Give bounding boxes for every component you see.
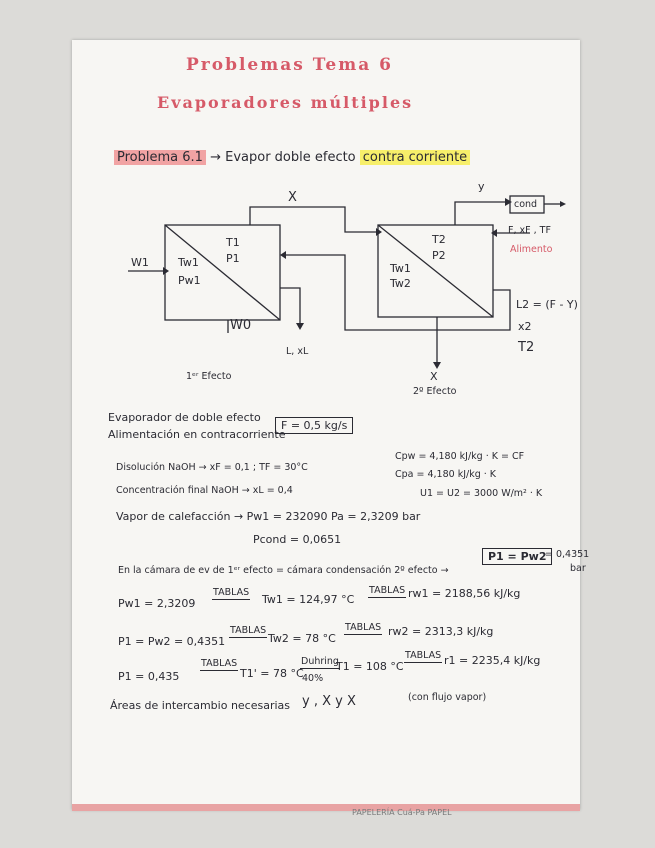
row1-tablas: TABLAS: [213, 587, 250, 598]
row3-c: T1 = 108 °C: [336, 660, 404, 673]
row2-tablas: TABLAS: [230, 625, 267, 636]
statement-pcond: Pcond = 0,0651: [253, 533, 342, 546]
statement-cpw: Cpw = 4,180 kJ/kg · K = CF: [395, 451, 525, 462]
row3-pct: 40%: [302, 673, 324, 684]
diagram-tw1: Tw1: [178, 256, 199, 269]
statement-p1pw2: P1 = Pw2: [482, 548, 552, 565]
row3-tablas2: TABLAS: [405, 650, 442, 661]
statement-feed-value: F = 0,5 kg/s: [275, 417, 353, 434]
page-subtitle: Evaporadores múltiples: [157, 93, 414, 112]
statement-cpa: Cpa = 4,180 kJ/kg · K: [395, 469, 497, 480]
diagram-tw2: Tw2: [390, 277, 411, 290]
row2-b: Tw2 = 78 °C: [268, 632, 336, 645]
row3-d: r1 = 2235,4 kJ/kg: [444, 654, 541, 667]
diagram-pw1: Pw1: [178, 274, 201, 287]
diagram-y-top: y: [478, 180, 485, 193]
diagram-t1: T1: [226, 236, 240, 249]
row3-duhring: Duhring: [301, 656, 339, 667]
diagram-cond: cond: [514, 199, 538, 210]
row1-c: rw1 = 2188,56 kJ/kg: [408, 587, 521, 600]
problem-label: Problema 6.1: [114, 150, 206, 165]
areas-note: (con flujo vapor): [408, 692, 487, 703]
diagram-x-top: X: [288, 190, 297, 205]
problem-highlight: contra corriente: [360, 150, 470, 165]
row2-tablas2: TABLAS: [345, 622, 382, 633]
diagram-x2: x2: [518, 320, 532, 333]
diagram-l2: L2 = (F - Y): [516, 298, 578, 311]
diagram-p1: P1: [226, 252, 240, 265]
diagram-lc: L, xL: [286, 346, 309, 357]
statement-dis: Disolución NaOH → xF = 0,1 ; TF = 30°C: [116, 462, 308, 473]
diagram-w1: W1: [131, 256, 149, 269]
row1-b: Tw1 = 124,97 °C: [262, 593, 355, 606]
problem-text: Evapor doble efecto: [225, 150, 356, 165]
statement-u: U1 = U2 = 3000 W/m² · K: [420, 488, 543, 499]
diagram-t2: T2: [432, 233, 446, 246]
row3-b: T1' = 78 °C: [240, 667, 304, 680]
diagram-effect2: 2º Efecto: [413, 386, 457, 397]
diagram-p2: P2: [432, 249, 446, 262]
row1-a: Pw1 = 2,3209: [118, 597, 196, 610]
row3-a: P1 = 0,435: [118, 670, 180, 683]
statement-line1b: Alimentación en contracorriente: [108, 428, 286, 441]
statement-vapor: Vapor de calefacción → Pw1 = 232090 Pa = 2,3209 bar: [116, 510, 421, 523]
row2-a: P1 = Pw2 = 0,4351: [118, 635, 226, 648]
diagram-t2b: T2: [518, 340, 535, 355]
statement-conc: Concentración final NaOH → xL = 0,4: [116, 485, 293, 496]
statement-line1a: Evaporador de doble efecto: [108, 411, 261, 424]
statement-camara: En la cámara de ev de 1ᵉʳ efecto = cámara condensación 2º efecto →: [118, 565, 449, 576]
areas-vars: y , X y X: [302, 694, 356, 709]
problem-arrow: →: [210, 150, 221, 165]
diagram-feed-note: Alimento: [510, 244, 553, 255]
diagram-feed: F, xF , TF: [508, 225, 551, 236]
row3-tablas: TABLAS: [201, 658, 238, 669]
statement-p1val: = 0,4351: [545, 549, 590, 560]
row2-c: rw2 = 2313,3 kJ/kg: [388, 625, 494, 638]
areas-text: Áreas de intercambio necesarias: [110, 699, 291, 712]
diagram-x-bottom: X: [430, 370, 438, 383]
diagram-tw1b: Tw1: [390, 262, 411, 275]
page-title: Problemas Tema 6: [186, 55, 393, 75]
statement-bar: bar: [570, 563, 586, 574]
footer-stamp: PAPELERÍA Cuá-Pa PAPEL: [352, 808, 452, 817]
diagram-wo: W0: [230, 318, 252, 333]
row1-tablas2: TABLAS: [369, 585, 406, 596]
diagram-effect1: 1ᵉʳ Efecto: [186, 371, 232, 382]
